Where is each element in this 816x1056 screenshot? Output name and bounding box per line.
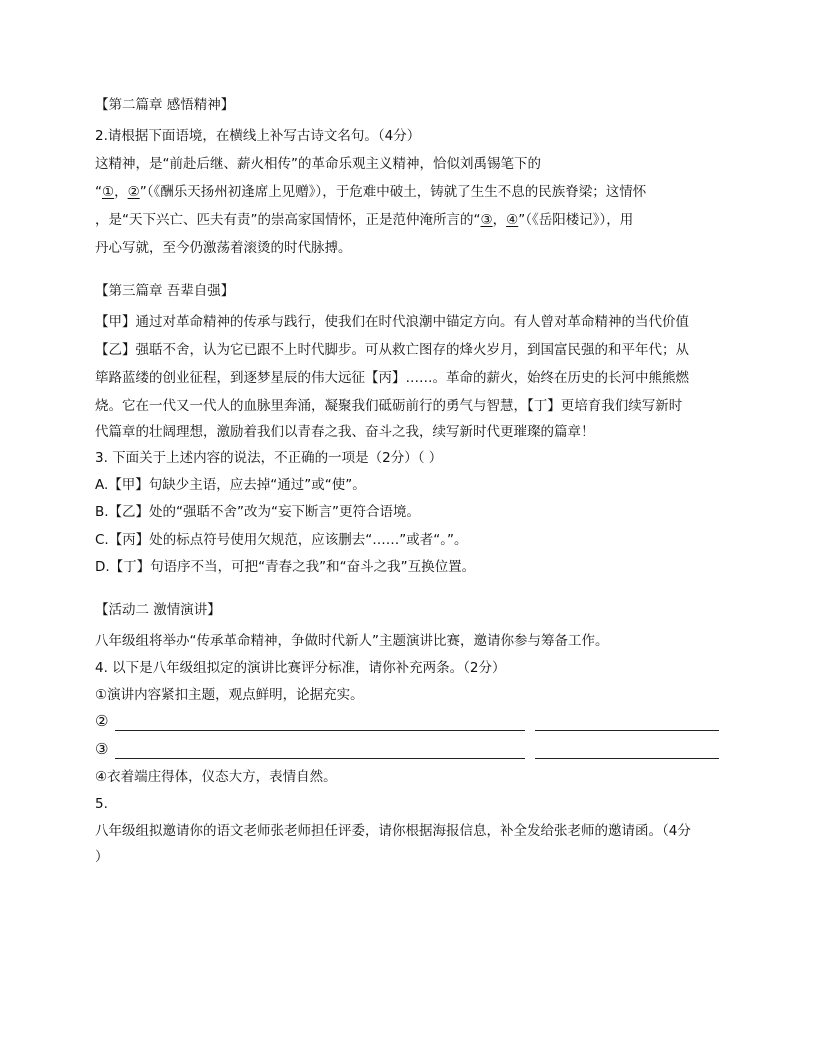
criteria-number-3: ③: [95, 740, 109, 758]
answer-line[interactable]: [535, 730, 719, 731]
option-b: B.【乙】处的“强聒不舍”改为“妄下断言”更符合语境。: [95, 504, 421, 520]
passage-line: 烧。它在一代又一代人的血脉里奔涌，凝聚我们砥砺前行的勇气与智慧，【丁】更培育我们续写新时: [95, 398, 683, 414]
activity-heading-2: 【活动二 激情演讲】: [95, 602, 221, 618]
blank-2: ②: [127, 184, 140, 200]
section-heading-2: 【第二篇章 感悟精神】: [95, 97, 235, 113]
option-c: C.【丙】处的标点符号使用欠规范，应该删去“……”或者“。”。: [95, 532, 468, 548]
passage-line: 丹心写就，至今仍激荡着滚烫的时代脉搏。: [95, 240, 352, 256]
passage-line: “①，②”（《酬乐天扬州初逢席上见赠》），于危难中破土，铸就了生生不息的民族脊梁；这情怀: [95, 184, 647, 200]
passage-line: 【甲】通过对革命精神的传承与践行，使我们在时代浪潮中锚定方向。有人曾对革命精神的当代价值: [95, 314, 689, 330]
question-5-number: 5.: [95, 796, 108, 812]
criteria-item-1: ①演讲内容紧扣主题，观点鲜明，论据充实。: [95, 687, 364, 703]
passage-line: 这精神，是“前赴后继、薪火相传”的革命乐观主义精神，恰似刘禹锡笔下的: [95, 156, 541, 172]
answer-line[interactable]: [115, 758, 525, 759]
passage-line: ，是“天下兴亡、匹夫有责”的崇高家国情怀，正是范仲淹所言的“③，④”（《岳阳楼记》），用: [95, 212, 634, 228]
criteria-number-2: ②: [95, 712, 109, 730]
section-heading-3: 【第三篇章 吾辈自强】: [95, 283, 235, 299]
blank-1: ①: [102, 184, 115, 200]
criteria-answer-3[interactable]: [95, 739, 725, 761]
question-3-prompt: 3. 下面关于上述内容的说法，不正确的一项是（2分）（ ）: [95, 450, 443, 466]
question-4-prompt: 4. 以下是八年级组拟定的演讲比赛评分标准，请你补充两条。（2分）: [95, 660, 506, 676]
question-2-prompt: 2.请根据下面语境，在横线上补写古诗文名句。（4分）: [95, 128, 421, 144]
passage-line: 【乙】强聒不舍，认为它已跟不上时代脚步。可从救亡图存的烽火岁月，到国富民强的和平年代；从: [95, 342, 689, 358]
passage-line: 筚路蓝缕的创业征程，到逐梦星辰的伟大远征【丙】……。革命的薪火，始终在历史的长河中熊熊燃: [95, 370, 689, 386]
passage-line: 代篇章的壮阔理想，激励着我们以青春之我、奋斗之我，续写新时代更璀璨的篇章！: [95, 424, 595, 440]
option-d: D.【丁】句语序不当，可把“青春之我”和“奋斗之我”互换位置。: [95, 559, 476, 575]
answer-line[interactable]: [115, 730, 525, 731]
option-a: A.【甲】句缺少主语，应去掉“通过”或“使”。: [95, 477, 366, 493]
activity-intro: 八年级组将举办“传承革命精神，争做时代新人”主题演讲比赛，邀请你参与筹备工作。: [95, 633, 609, 649]
criteria-item-4: ④衣着端庄得体，仪态大方，表情自然。: [95, 769, 337, 785]
question-5-prompt: 八年级组拟邀请你的语文老师张老师担任评委，请你根据海报信息，补全发给张老师的邀请函。（4分: [95, 823, 691, 839]
question-5-prompt-cont: ）: [95, 849, 109, 865]
criteria-answer-2[interactable]: [95, 711, 725, 733]
blank-3: ③: [480, 212, 493, 228]
blank-4: ④: [506, 212, 519, 228]
answer-line[interactable]: [535, 758, 719, 759]
